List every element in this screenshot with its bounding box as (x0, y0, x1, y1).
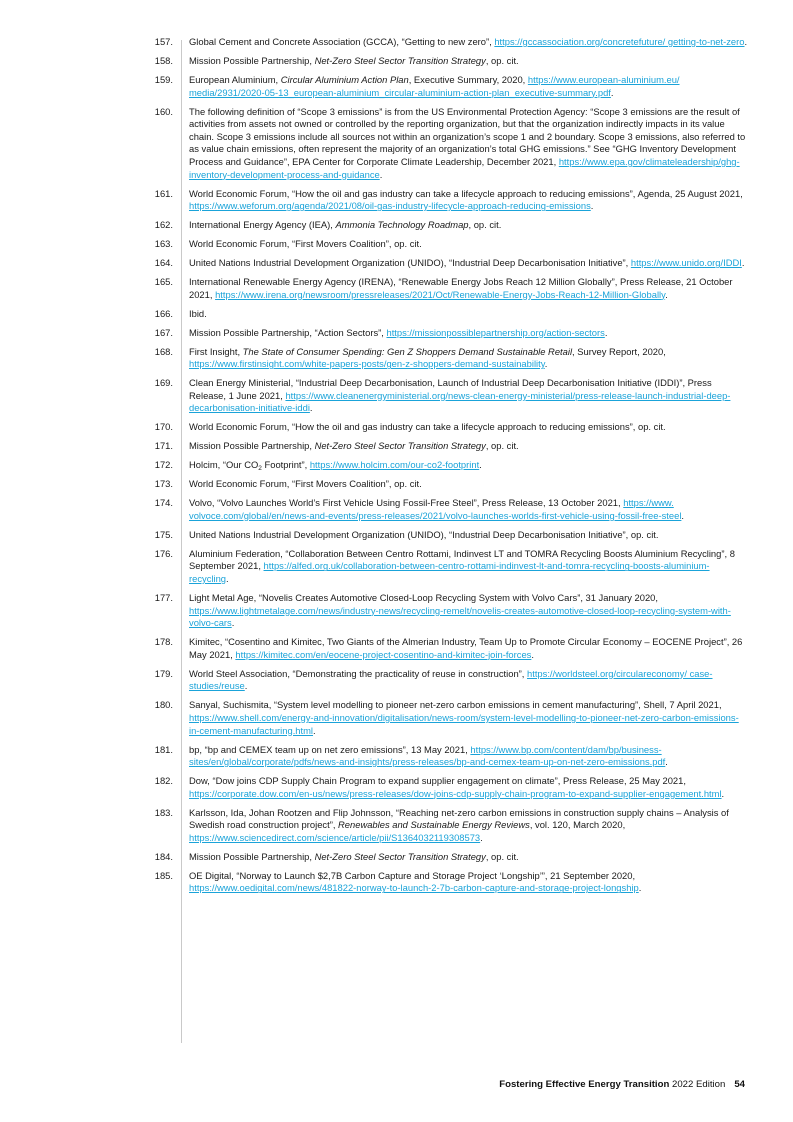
footnote-number: 159. (154, 73, 173, 85)
footnote-text (189, 592, 749, 630)
footnote-italic-title: Net-Zero Steel Sector Transition Strategy (314, 850, 486, 862)
footnote-item (0, 699, 793, 737)
footnote-link[interactable]: https://www.holcim.com/our-co2-footprint (309, 459, 480, 471)
page-footer (499, 1079, 745, 1090)
footnote-number: 184. (154, 850, 173, 862)
footnote-link[interactable]: https://alfed.org.uk/collaboration-between-centro-rottami-indinvest-lt-and-tomra-recycling-boosts-aluminium-recycling (189, 560, 710, 585)
footnote-item (0, 55, 793, 68)
footnote-number: 170. (154, 421, 173, 433)
footnote-link[interactable]: https://www.unido.org/IDDI (630, 257, 742, 269)
footnote-link[interactable]: https://missionpossiblepartnership.org/action-sectors (386, 326, 605, 338)
footnote-item (0, 276, 793, 301)
footnote-link[interactable]: https://www.irena.org/newsroom/pressreleases/2021/Oct/Renewable-Energy-Jobs-Reach-12-Million-Globally (215, 288, 666, 300)
footnote-item (0, 308, 793, 321)
footnote-text (189, 257, 749, 270)
footnote-link[interactable]: https://www.weforum.org/agenda/2021/08/oil-gas-industry-lifecycle-approach-reducing-emissions (189, 200, 591, 212)
footnote-text-run: Aluminium Federation, “Collaboration Between Centro Rottami, Indinvest LT and TOMRA Recycling Boosts Aluminium Recycling”, 8 September 2021, (189, 547, 735, 572)
footnote-text-run: Holcim, “Our CO (189, 459, 259, 471)
footnote-item (0, 592, 793, 630)
footnote-italic-title: Net-Zero Steel Sector Transition Strategy (314, 440, 486, 452)
footnote-text-run: Kimitec, “Cosentino and Kimitec, Two Giants of the Almerian Industry, Team Up to Promote Circular Economy – EOCENE Project”, 26 May 2021, (189, 636, 743, 660)
footnote-text (189, 744, 749, 769)
footnote-item (0, 775, 793, 800)
footnote-text-run: Karlsson, Ida, Johan Rootzen and Flip Johnsson, “Reaching net-zero carbon emissions in construction supply chains – Analysis of Swedish road construction project”, (189, 806, 729, 831)
footnote-item (0, 327, 793, 340)
footnote-number: 172. (154, 459, 173, 471)
footnote-text (189, 699, 749, 737)
footnote-number: 164. (154, 257, 173, 269)
footnote-number: 166. (154, 307, 173, 319)
footnote-item (0, 36, 793, 49)
footnote-text (189, 238, 749, 251)
footnote-text-run: International Renewable Energy Agency (IRENA), “Renewable Energy Jobs Reach 12 Million Globally”, Press Release, 21 October 2021, (189, 276, 733, 300)
footnote-text-run: World Economic Forum, “First Movers Coalition”, op. cit. (189, 238, 422, 250)
footnote-text-run: . (479, 459, 482, 471)
footnote-text-run: , op. cit. (485, 440, 519, 452)
footnote-text-run: , op. cit. (485, 54, 519, 66)
footnote-text-run: . (721, 787, 725, 799)
footnote-number: 178. (154, 636, 173, 648)
footnote-text-run: Mission Possible Partnership, (189, 440, 315, 452)
footnote-text-run: World Steel Association, “Demonstrating the practicality of reuse in construction”, (189, 667, 527, 679)
footnote-number: 180. (154, 699, 173, 711)
footnote-text-run: World Economic Forum, “How the oil and gas industry can take a lifecycle approach to reducing emissions”, Agenda, 25 August 2021, (189, 187, 743, 199)
footnote-text-run: United Nations Industrial Development Organization (UNIDO), “Industrial Deep Decarbonisation Initiative”, (189, 257, 631, 269)
footnote-text-run: . (313, 724, 316, 736)
footnote-text-run: Mission Possible Partnership, (189, 850, 315, 862)
footnote-text-run: . (244, 680, 248, 692)
footnote-item (0, 421, 793, 434)
footnote-text-run: bp, “bp and CEMEX team up on net zero emissions”, 13 May 2021, (189, 743, 471, 755)
footnote-text-run: Ibid. (189, 307, 207, 319)
footnote-text (189, 377, 749, 415)
footnote-number: 177. (154, 592, 173, 603)
footnote-text-run: The following definition of “Scope 3 emissions” is from the US Environmental Protection Agency: “Scope 3 emissions are the result of activities from assets not owned or controlled by the reporting organization, but that the organization indirectly impacts in its value chain. Scope 3 emissions include all sources not within an organization’s scope 1 and 2 boundary. Scope 3 emissions, also referred to as value chain emissions, often represent the majority of an organization’s total GHG emissions.” See “GHG Inventory Development Process and Guidance”, EPA Center for Corporate Climate Leadership, December 2021, (189, 105, 746, 167)
footnote-item (0, 478, 793, 491)
footnote-text (189, 276, 749, 301)
footnote-text (189, 327, 749, 340)
footnote-number: 157. (154, 36, 173, 47)
footnote-text (189, 308, 749, 321)
footnote-italic-title: Circular Aluminium Action Plan (280, 73, 409, 85)
footnote-link[interactable]: https://www.firstinsight.com/white-papers-posts/gen-z-shoppers-demand-sustainability (189, 358, 545, 370)
footnote-number: 158. (154, 54, 173, 66)
footnote-item (0, 870, 793, 895)
footnote-number: 171. (154, 440, 173, 452)
footnote-text (189, 74, 749, 99)
footnote-item (0, 377, 793, 415)
footnote-number: 173. (154, 478, 173, 490)
footnote-item (0, 238, 793, 251)
footnote-text-run: . (590, 200, 594, 212)
footnote-item (0, 668, 793, 693)
footnote-text-run: , Survey Report, 2020, (572, 345, 666, 357)
footnote-text-run: World Economic Forum, “First Movers Coalition”, op. cit. (189, 478, 422, 490)
footnote-number: 185. (154, 869, 173, 881)
footnote-text (189, 421, 749, 434)
footnote-text (189, 529, 749, 542)
footnote-text (189, 346, 749, 371)
footnote-item (0, 440, 793, 453)
footnote-text-run: , Executive Summary, 2020, (408, 73, 528, 85)
footnote-number: 176. (154, 547, 173, 559)
footnote-item (0, 188, 793, 213)
footnote-link[interactable]: https://www. volvoce.com/global/en/news-and-events/press-releases/2021/volvo-launches-worlds-first-vehicle-using-fossil-free-steel (189, 497, 682, 521)
footnote-text-run: International Energy Agency (IEA), (189, 219, 336, 231)
footnote-text-run: . (681, 509, 685, 521)
footnote-item (0, 219, 793, 232)
footnote-text (189, 478, 749, 491)
footnote-text-run: . (744, 36, 748, 47)
footnote-number: 160. (154, 105, 173, 117)
footnote-text (189, 548, 749, 586)
footnote-italic-title: The State of Consumer Spending: Gen Z Shoppers Demand Sustainable Retail (242, 345, 573, 357)
footnote-text (189, 440, 749, 453)
footnote-number: 162. (154, 219, 173, 231)
footnote-text-run: Mission Possible Partnership, (189, 54, 315, 66)
footnote-text-run: . (741, 257, 745, 269)
footnote-text-run: . (665, 756, 668, 768)
footnote-text (189, 106, 749, 182)
footnote-item (0, 807, 793, 845)
footnote-text (189, 775, 749, 800)
footnote-text (189, 636, 749, 661)
footnote-subscript: 2 (258, 465, 262, 473)
footer-report-title: Fostering Effective Energy Transition (499, 1079, 670, 1090)
footnote-text-run: . (531, 648, 534, 660)
footnote-italic-title: Net-Zero Steel Sector Transition Strategy (314, 54, 486, 66)
footnote-text (189, 459, 749, 472)
footnote-number: 163. (154, 238, 173, 250)
footnote-link[interactable]: https://www.european-aluminium.eu/ media/2931/2020-05-13_european-aluminium_circular-aluminium-action-plan_executive-summary.pdf (189, 73, 680, 98)
footnote-item (0, 74, 793, 99)
footnote-text-run: First Insight, (189, 345, 243, 357)
footnote-italic-title: Renewables and Sustainable Energy Reviews (338, 819, 530, 831)
footnote-link[interactable]: https://www.oedigital.com/news/481822-norway-to-launch-2-7b-carbon-capture-and-storage-project-longship (189, 882, 639, 894)
footnote-text-run: Footprint”, (261, 459, 310, 471)
footnote-link[interactable]: https://corporate.dow.com/en-us/news/press-releases/dow-joins-cdp-supply-chain-program-to-expand-supplier-engagement.html (189, 787, 722, 799)
footnote-text-run: . (309, 402, 313, 414)
footnote-text-run: World Economic Forum, “How the oil and gas industry can take a lifecycle approach to reducing emissions”, op. cit. (189, 421, 666, 433)
footnote-number: 182. (154, 775, 173, 787)
footnote-text-run: Light Metal Age, “Novelis Creates Automotive Closed-Loop Recycling System with Volvo Cars”, 31 January 2020, (189, 592, 658, 603)
footnote-text-run: , vol. 120, March 2020, (529, 819, 626, 831)
footnote-number: 179. (154, 667, 173, 679)
footnote-text (189, 851, 749, 864)
footnote-number: 175. (154, 528, 173, 540)
footnote-number: 168. (154, 345, 173, 357)
footnote-text-run: . (610, 86, 614, 98)
footnote-text-run: , op. cit. (485, 850, 519, 862)
footnote-link[interactable]: https://www.shell.com/energy-and-innovation/digitalisation/news-room/system-level-modelling-to-pioneer-net-zero-carbon-emissions-in-cement-manufacturing.html (189, 711, 739, 736)
footnote-link[interactable]: https://kimitec.com/en/eocene-project-cosentino-and-kimitec-join-forces (235, 648, 532, 660)
footnote-item (0, 636, 793, 661)
footnote-text (189, 668, 749, 693)
footnote-text-run: United Nations Industrial Development Organization (UNIDO), “Industrial Deep Decarbonisation Initiative”, op. cit. (189, 528, 659, 540)
footnote-text-run: Clean Energy Ministerial, “Industrial Deep Decarbonisation, Launch of Industrial Deep Decarbonisation Initiative (IDDI)”, Press Release, 1 June 2021, (189, 377, 712, 401)
footnote-item (0, 529, 793, 542)
footnote-text (189, 36, 749, 49)
footnote-item (0, 459, 793, 472)
footnote-text-run: . (604, 326, 608, 338)
footnote-text-run: Dow, “Dow joins CDP Supply Chain Program to expand supplier engagement on climate”, Press Release, 25 May 2021, (189, 775, 686, 787)
footnote-text-run: . (379, 168, 383, 180)
footnote-text (189, 55, 749, 68)
footnote-item (0, 257, 793, 270)
footnote-link[interactable]: https://www.sciencedirect.com/science/article/pii/S1364032119308573 (189, 831, 481, 843)
footnote-number: 161. (154, 187, 173, 199)
footnote-number: 181. (154, 743, 173, 755)
footnote-number: 174. (154, 497, 173, 509)
footnote-item (0, 106, 793, 182)
footnote-link[interactable]: https://www.lightmetalage.com/news/industry-news/recycling-remelt/novelis-creates-automotive-closed-loop-recycling-system-with-volvo-cars (189, 604, 731, 629)
footnote-italic-title: Ammonia Technology Roadmap (335, 219, 469, 231)
footnote-text-run: Mission Possible Partnership, “Action Sectors”, (189, 326, 387, 338)
footnote-number: 169. (154, 377, 173, 389)
footnote-item (0, 548, 793, 586)
footnote-item (0, 851, 793, 864)
footnote-number: 165. (154, 276, 173, 288)
footnote-number: 167. (154, 326, 173, 338)
footnote-text-run: . (231, 617, 235, 629)
footnote-item (0, 744, 793, 769)
footnote-text-run: Global Cement and Concrete Association (GCCA), “Getting to new zero”, (189, 36, 495, 47)
footnote-text-run: . (480, 831, 483, 843)
footnote-text-run: . (226, 573, 229, 585)
footnote-link[interactable]: https://www.cleanenergyministerial.org/news-clean-energy-ministerial/press-release-launch-industrial-deep-decarbonisation-initiative-iddi (189, 389, 731, 414)
footnote-text (189, 807, 749, 845)
footnote-text-run: . (544, 358, 548, 370)
footnote-text (189, 219, 749, 232)
footnote-text-run: European Aluminium, (189, 73, 281, 85)
footnote-text (189, 188, 749, 213)
footnote-item (0, 346, 793, 371)
footnote-text-run: Sanyal, Suchismita, “System level modelling to pioneer net-zero carbon emissions in cement manufacturing”, Shell, 7 April 2021, (189, 699, 722, 711)
footnote-text (189, 497, 749, 522)
footnote-link[interactable]: https://gccassociation.org/concretefuture/ getting-to-net-zero (494, 36, 745, 47)
footnote-text (189, 870, 749, 895)
footnotes-list (0, 36, 793, 901)
footnote-text-run: . (665, 288, 668, 300)
footnote-link[interactable]: https://worldsteel.org/circulareconomy/ case-studies/reuse (189, 667, 713, 692)
footnote-text-run: . (638, 882, 642, 894)
footnote-link[interactable]: https://www.bp.com/content/dam/bp/business-sites/en/global/corporate/pdfs/news-and-insights/press-releases/bp-and-cemex-team-up-on-net-zero-emissions.pdf (189, 743, 666, 768)
page-number: 54 (734, 1079, 745, 1090)
footnote-item (0, 497, 793, 522)
footnote-link[interactable]: https://www.epa.gov/climateleadership/ghg-inventory-development-process-and-guidance (189, 155, 740, 180)
footnote-number: 183. (154, 806, 173, 818)
footnote-text-run: , op. cit. (468, 219, 502, 231)
footnote-text-run: OE Digital, “Norway to Launch $2,7B Carbon Capture and Storage Project ‘Longship’”, 21 September 2020, (189, 869, 636, 881)
footnote-text-run: Volvo, “Volvo Launches World’s First Vehicle Using Fossil-Free Steel”, Press Release, 13 October 2021, (189, 497, 624, 509)
footer-edition: 2022 Edition (669, 1079, 726, 1090)
